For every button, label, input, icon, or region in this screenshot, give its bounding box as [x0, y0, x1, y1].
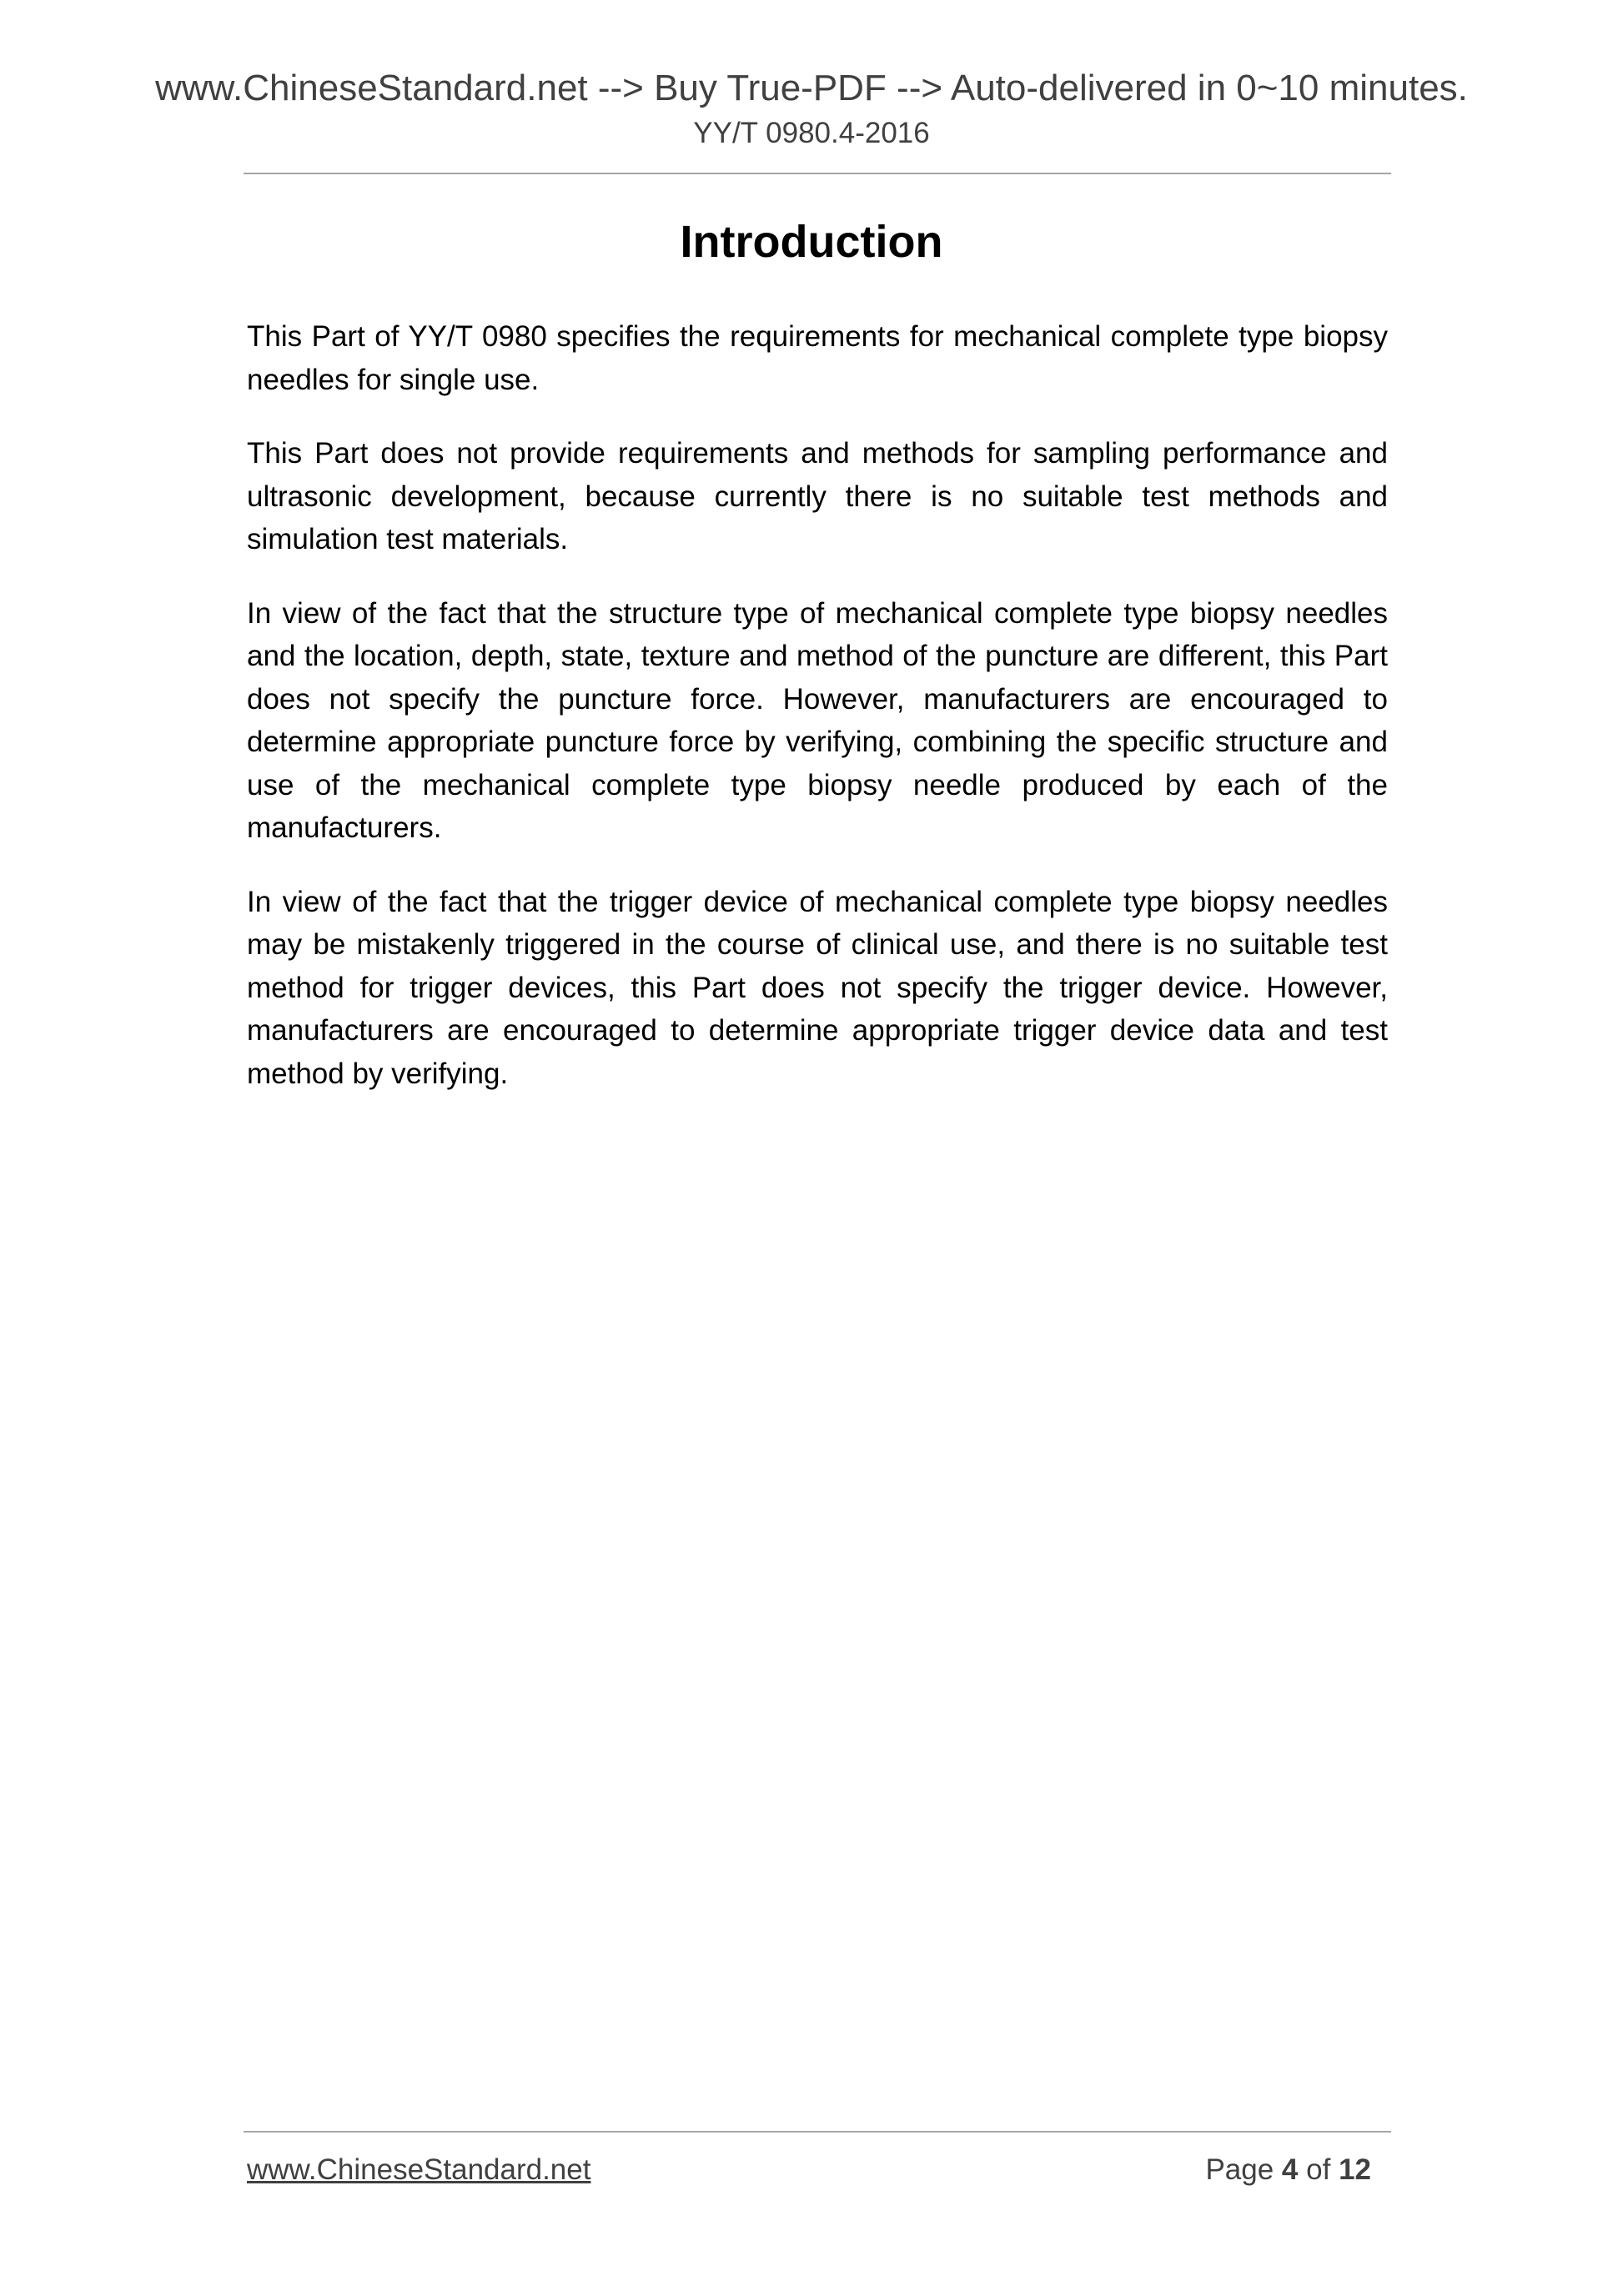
paragraph-trigger-device: In view of the fact that the trigger device of mechanical complete type biopsy needles may be mistakenly triggered in the course of clinical use, and there is no suitable test method for trigger devices, this Part does not specify the trigger device. However, manufacturers are encouraged to determine appropriate trigger device data and test method by verifying. [247, 885, 1388, 1090]
page-total: 12 [1339, 2153, 1371, 2186]
page-title: Introduction [680, 217, 943, 267]
standard-code: YY/T 0980.4-2016 [693, 117, 930, 149]
header-banner: www.ChineseStandard.net --> Buy True-PDF --> Auto-delivered in 0~10 minutes. [155, 68, 1468, 108]
paragraph-puncture-force: In view of the fact that the structure type of mechanical complete type biopsy needles and the location, depth, state, texture and method of the puncture are different, this Part does not specify the puncture force. However, manufacturers are encouraged to determine appropriate puncture force by verifying, combining the specific structure and use of the mechanical complete type biopsy needle produced by each of the manufacturers. [247, 596, 1388, 844]
page-number [1205, 2152, 1371, 2188]
header-divider [244, 173, 1391, 174]
paragraph-scope: This Part of YY/T 0980 specifies the requirements for mechanical complete type biopsy needles for single use. [247, 320, 1388, 396]
page-current: 4 [1281, 2153, 1299, 2186]
page-separator: of [1306, 2153, 1331, 2186]
document-body [247, 315, 1388, 1126]
paragraph-sampling-performance: This Part does not provide requirements and methods for sampling performance and ultrasonic development, because currently there is no suitable test methods and simulation test materials. [247, 437, 1388, 555]
page-prefix: Page [1205, 2153, 1274, 2186]
footer-divider [244, 2131, 1391, 2133]
footer-site-link[interactable]: www.ChineseStandard.net [247, 2153, 591, 2186]
